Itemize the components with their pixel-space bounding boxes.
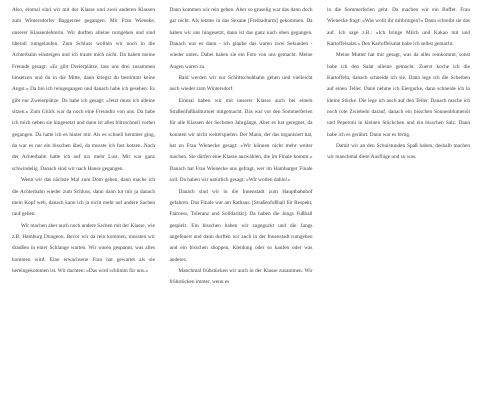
paragraph: Damit wir an den Schulstunden Spaß haben, deshalb machen wir manchmal diese Ausflüge und so was.: [327, 143, 470, 161]
paragraph: Danach sind wir in die Innenstadt zum Hauptbahnhof gefahren. Das Finale war am Rathaus. [Straßenfußball für Respekt, Fairness, Toleranz und Solidarität]. Da haben die Jungs Fußball gespielt. Ein bisschen haben wir zugeguckt und die Jungs angefeuert und dann durften wir auch in der Innenstadt rumgehen und ein bisschen shoppen, Kleidung oder so kaufen oder was anderes.: [169, 188, 313, 263]
paragraph: Also, einmal sind wir mit der Klasse und zwei anderen Klassen zum Wintersdorfer Baggersee gegangen. Mit Frau Wieneke, unserer Klassenlehrerin. Wir durften alleine rumgehen und sind überall rumgelaufen. Zum Schluss wollten wir noch in die Achterbahn einsteigen und ich traute mich nicht. Da haben meine Freunde gesagt: »Es gibt Dreierplätze, lass uns drei zusammen hinsetzen und du in die Mitte, dann kriegst du bestimmt keine Angst.« Da bin ich reingegangen und danach habe ich gesehen: Es gibt nur Zweierplätze. Da habe ich gesagt: »Jetzt muss ich alleine sitzen.« Zum Glück war da noch eine Freundin von uns. Da habe ich mich neben sie hingesetzt und dann ist alles blitzschnell vorbei gegangen. Da hatte ich es hinter mir. Als es schnell herunter ging, da war es nur ein bisschen übel, da musste ich fast kotzen. Nach der Achterbahn hatte ich auf nix mehr Lust. Mir war ganz schwindelig. Danach sind wir nach Hause gegangen.: [12, 7, 155, 172]
paragraph: Dann kommen wir rein gehen. Aber so gruselig war das dann doch gar nicht. Als letztes in das Sexane [Freibadturm] gekommen. Da haben wir uns hingesetzt, dann ist das ganz nach oben gegangen. Danach war es dann - ich glaube das waren zwei Sekunden - wieder unten. Dabei haben sie ein Foto von uns gemacht. Meine Augen waren zu.: [169, 7, 313, 70]
paragraph: Einmal haben wir mit unserer Klasse auch bei einem Straßenfußballturnier mitgemacht. Das war vor den Sommerferien für alle Klassen der Sechsten Jahrgänge. Aber es hat geregnet, da konnten wir nicht weiterspielen. Der Mann, der das organisiert hat, hat zu Frau Wienecke gesagt: »Wir können nicht mehr weiter machen. Sie dürfen eine Klasse auswählen, die im Finale kommt.« Danach hat Frau Wienecke uns gefragt, wer im Hamburger Finale soll. Da haben wir natürlich gesagt: »Wir wollen dahin!«: [169, 97, 313, 184]
paragraph: Manchmal frühstücken wir auch in der Klasse zusammen. Wir frühstücken immer, wenn es: [169, 267, 313, 286]
column-3: [327, 5, 470, 289]
paragraph: in die Sommerferien geht. Da machen wir ein Buffet. Frau Wienecke fragt: »Was wollt ihr mitbringen?« Dann schreibt sie das auf. Ich sage z.B.: »Ich bringe Milch und Kakao mit und Kartoffelsalat.« Den Kartoffelsalat habe ich selbst gemacht.: [327, 7, 470, 48]
paragraph: Meine Mutter hat mir gesagt, was da alles reinkommt, sonst habe ich den Salat alleine gemacht. Zuerst koche ich die Kartoffeln, danach schneide ich sie. Dann lege ich die Scheiben auf einen Teller. Dann nehme ich Eiergurke, dann schneide ich in kleine Stücke. Die lege ich auch auf den Teller. Danach mache ich noch rote Zwiebeln darauf, danach ein bisschen Sonnenblumenöl und Peperoni in kleinen Stückchen und ein bisschen Salz. Dann habe ich es gerührt. Dann war es fertig.: [327, 52, 470, 138]
paragraph: Wir machen aber auch noch andere Sachen mit der Klasse, wie z.B. Hamburg Dungeon. Bevor wir da rein kommen, mussten wir draußen in einer Schlange warten. Wir waren gespannt, was alles kommen wird. Eine erwachsene Frau hat gewartet als sie hereingekommen ist. Wir dachten: »Das wird schlimm für uns.«: [12, 222, 155, 274]
text-columns: [12, 5, 470, 289]
column-1: [12, 5, 155, 289]
column-2: [170, 5, 313, 289]
paragraph: Bald werden wir zur Schlittschuhbahn gehen und vielleicht auch wieder zum Wintersdorf.: [169, 75, 313, 93]
paragraph: Wenn wir das nächste Mal zum Dom gehen, dann mache ich die Achterbahn wieder zum Schluss, dann dann tut mir ja danach mein Kopf weh, danach kann ich ja nicht mehr auf andere Sachen rauf gehen.: [12, 177, 155, 218]
